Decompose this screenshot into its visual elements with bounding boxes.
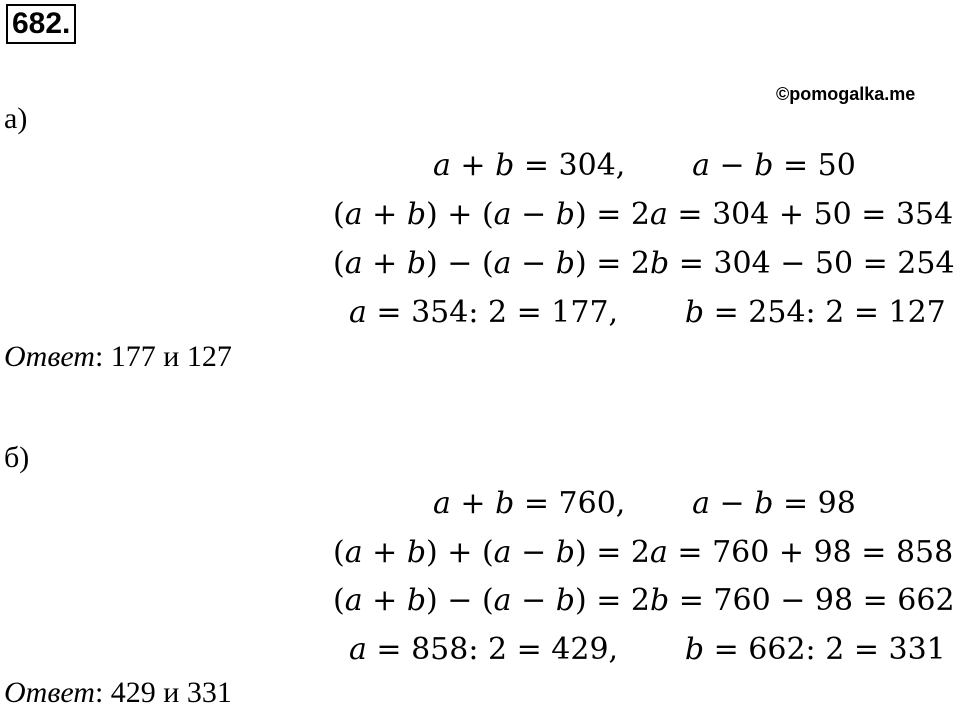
part-a-label: а): [4, 102, 28, 135]
part-b-label: б): [4, 441, 30, 474]
part-a-equation-1: a + b = 304, a − b = 50: [433, 148, 856, 183]
part-b-equation-3: (a + b) − (a − b) = 2b = 760 − 98 = 662: [333, 583, 955, 618]
part-b-equation-4: a = 858: 2 = 429, b = 662: 2 = 331: [349, 632, 946, 667]
part-a-equation-4: a = 354: 2 = 177, b = 254: 2 = 127: [349, 295, 946, 330]
part-a-answer: [4, 340, 232, 374]
task-number: 682.: [6, 4, 76, 44]
part-a-equation-3: (a + b) − (a − b) = 2b = 304 − 50 = 254: [333, 246, 955, 281]
part-b-answer: [4, 676, 232, 710]
answer-label: Ответ: [4, 676, 95, 709]
part-b-equation-2: (a + b) + (a − b) = 2a = 760 + 98 = 858: [333, 535, 954, 570]
part-b-equation-1: a + b = 760, a − b = 98: [433, 486, 856, 521]
answer-label: Ответ: [4, 340, 95, 373]
part-a-equation-2: (a + b) + (a − b) = 2a = 304 + 50 = 354: [333, 197, 954, 232]
answer-value: : 177 и 127: [94, 340, 232, 373]
watermark: ©pomogalka.me: [776, 84, 916, 104]
answer-value: : 429 и 331: [94, 676, 232, 709]
